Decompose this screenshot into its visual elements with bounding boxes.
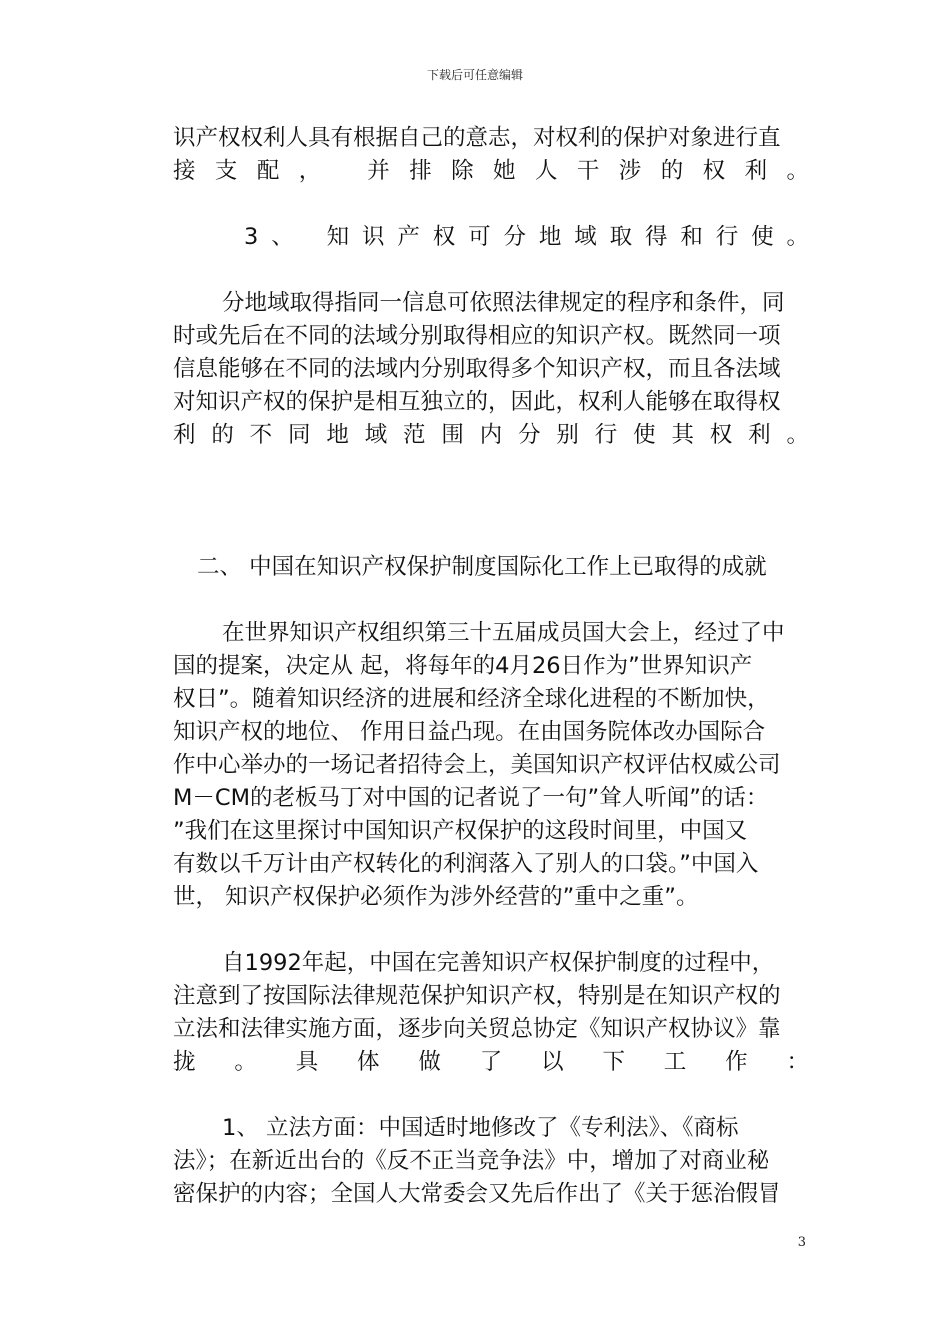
body-line-7: 对知识产权的保护是相互独立的，因此，权利人能够在取得权 bbox=[173, 389, 781, 415]
body-line-14: 作中心举办的一场记者招待会上，美国知识产权评估权威公司 bbox=[173, 752, 781, 778]
body-line-22: 拢 。 具 体 做 了 以 下 工 作 ： bbox=[173, 1049, 809, 1075]
body-line-13: 知识产权的地位、 作用日益凸现。在由国务院体改办国际合 bbox=[173, 719, 766, 745]
body-line-4: 分地域取得指同一信息可依照法律规定的程序和条件，同 bbox=[222, 290, 785, 316]
body-line-18: 世， 知识产权保护必须作为涉外经营的”重中之重”。 bbox=[173, 884, 699, 910]
page-header: 下载后可任意编辑 bbox=[426, 68, 523, 82]
body-line-25: 密保护的内容；全国人大常委会又先后作出了《关于惩治假冒 bbox=[173, 1181, 781, 1207]
body-line-17: 有数以千万计由产权转化的利润落入了别人的口袋。”中国入 bbox=[173, 851, 759, 877]
body-line-2: 接支配， 并排除她人干涉的权利。 bbox=[173, 158, 809, 184]
section-heading-2: 二、 中国在知识产权保护制度国际化工作上已取得的成就 bbox=[197, 554, 767, 580]
body-line-6: 信息能够在不同的法域内分别取得多个知识产权，而且各法域 bbox=[173, 356, 781, 382]
section-heading-3: 3、 知识产权可分地域取得和行使。 bbox=[244, 224, 809, 250]
body-line-12: 权日”。随着知识经济的进展和经济全球化进程的不断加快， bbox=[173, 686, 770, 712]
body-line-20: 注意到了按国际法律规范保护知识产权，特别是在知识产权的 bbox=[173, 983, 781, 1009]
body-line-8: 利的不同地域范围内分别行使其权利。 bbox=[173, 422, 809, 448]
body-line-10: 在世界知识产权组织第三十五届成员国大会上，经过了中 bbox=[222, 620, 785, 646]
body-line-15: M－CM的老板马丁对中国的记者说了一句”耸人听闻”的话： bbox=[173, 785, 769, 811]
body-line-1: 识产权权利人具有根据自己的意志，对权利的保护对象进行直 bbox=[173, 125, 781, 151]
body-line-11: 国的提案，决定从 起，将每年的4月26日作为”世界知识产 bbox=[173, 653, 753, 679]
body-line-5: 时或先后在不同的法域分别取得相应的知识产权。既然同一项 bbox=[173, 323, 781, 349]
body-line-23: 1、 立法方面：中国适时地修改了《专利法》、《商标 bbox=[222, 1115, 739, 1141]
page-number: 3 bbox=[797, 1235, 806, 1250]
body-line-21: 立法和法律实施方面，逐步向关贸总协定《知识产权协议》靠 bbox=[173, 1016, 781, 1042]
body-line-24: 法》；在新近出台的《反不正当竞争法》中，增加了对商业秘 bbox=[173, 1148, 770, 1174]
body-line-19: 自1992年起，中国在完善知识产权保护制度的过程中， bbox=[222, 950, 775, 976]
body-line-16: ”我们在这里探讨中国知识产权保护的这段时间里，中国又 bbox=[173, 818, 748, 844]
